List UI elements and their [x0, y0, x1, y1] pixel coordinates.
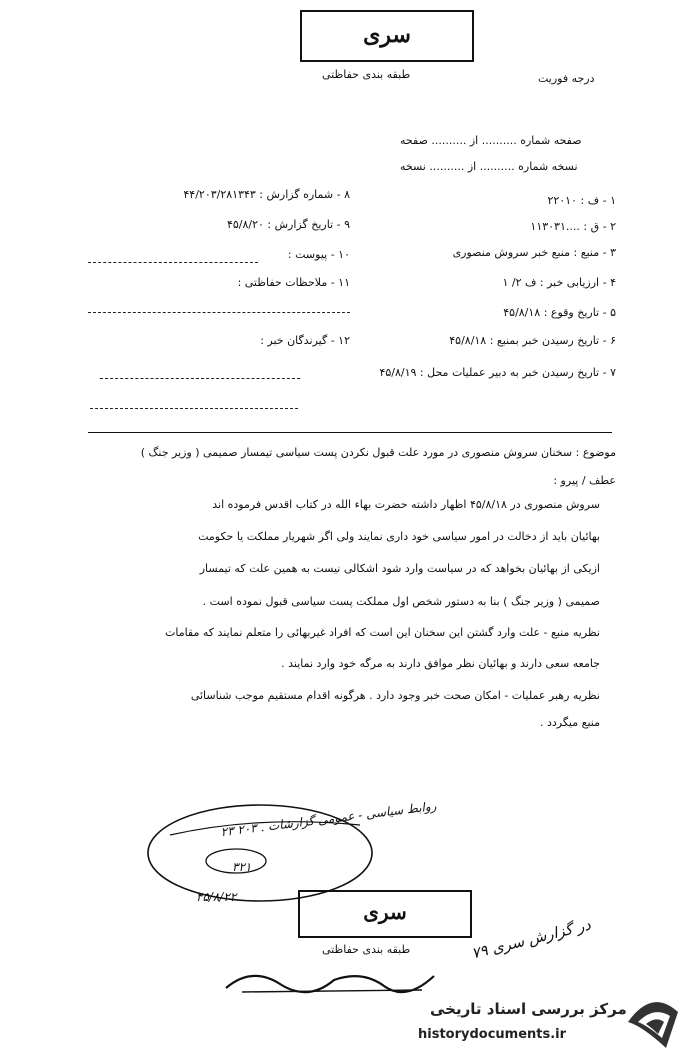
- field-7-label: ۷ - تاریخ رسیدن خبر به دبیر عملیات محل :: [419, 366, 616, 379]
- field-4-value: ف ۲/ ۱: [502, 276, 537, 289]
- body-line: نظریه منبع - علت وارد گشتن این سخنان این است که افراد غیربهائی را متعلم نمایند که مقامات: [164, 626, 600, 639]
- footer-stamp-caption: طبقه بندی حفاظتی: [322, 943, 411, 956]
- classification-caption: طبقه بندی حفاظتی: [322, 68, 411, 81]
- archive-logo-icon: [620, 992, 684, 1052]
- field-6-value: ۴۵/۸/۱۸: [449, 334, 487, 347]
- blank-line: [88, 312, 350, 313]
- blank-line: [100, 378, 300, 379]
- subject-line: [96, 446, 616, 459]
- field-10-label: ۱۰ - پیوست :: [287, 248, 350, 261]
- field-12: [88, 334, 350, 347]
- field-3-value: منبع خبر سروش منصوری: [452, 246, 571, 259]
- classification-stamp-text: سری: [363, 22, 411, 48]
- page-count-line: صفحه شماره .......... از .......... صفحه: [400, 134, 582, 147]
- body-line: نظریه رهبر عملیات - امکان صحت خبر وجود دارد . هرگونه اقدام مستقیم موجب شناسائی: [190, 689, 600, 702]
- field-1: [402, 194, 616, 207]
- handwritten-note: روابط سیاسی - عمومی گزارشات . ۲۰۳ ۲۳: [219, 798, 438, 840]
- copy-count-line: نسخه شماره .......... از .......... نسخه: [400, 160, 578, 173]
- field-3: [402, 246, 616, 259]
- body-line: سروش منصوری در ۴۵/۸/۱۸ اظهار داشته حضرت بهاء الله در کتاب اقدس فرموده اند: [212, 498, 600, 511]
- field-11: [88, 276, 350, 289]
- section-divider: [88, 432, 612, 433]
- signature-scribble: [222, 960, 442, 1000]
- field-2: [402, 220, 616, 233]
- body-line: صمیمی ( وزیر جنگ ) بنا به دستور شخص اول مملکت پست سیاسی قبول نموده است .: [202, 595, 600, 608]
- handwritten-date: ۴۵/۸/۲۲: [196, 890, 237, 904]
- body-line: جامعه سعی دارند و بهائیان نظر موافق دارند به مرگه خود وارد نمایند .: [281, 657, 600, 670]
- field-6-label: ۶ - تاریخ رسیدن خبر بمنبع :: [489, 334, 616, 347]
- field-5-value: ۴۵/۸/۱۸: [503, 306, 541, 319]
- field-8-label: ۸ - شماره گزارش :: [259, 188, 350, 201]
- handwritten-stamp-number: ۳۲۱: [232, 860, 252, 874]
- classification-stamp: [300, 10, 474, 62]
- field-3-label: ۳ - منبع :: [573, 246, 616, 259]
- blank-line: [88, 262, 258, 263]
- field-4-label: ۴ - ارزیابی خبر :: [539, 276, 616, 289]
- watermark-url: historydocuments.ir: [418, 1027, 567, 1042]
- field-5: [402, 306, 616, 319]
- field-5-label: ۵ - تاریخ وقوع :: [543, 306, 616, 319]
- signature-note: در گزارش سری ۷۹: [469, 915, 593, 963]
- field-9-value: ۴۵/۸/۲۰: [226, 218, 264, 231]
- field-7: [312, 366, 616, 379]
- field-11-label: ۱۱ - ملاحظات حفاظتی :: [237, 276, 350, 289]
- footer-stamp-text: سری: [363, 900, 407, 924]
- reference-label: عطف / پیرو :: [553, 474, 616, 487]
- body-line: ازیکی از بهائیان بخواهد که در سیاست وارد شود اشکالی نیست به همین علت که تیمسار: [199, 562, 600, 575]
- field-8: [88, 188, 350, 201]
- body-line: بهائیان باید از دخالت در امور سیاسی خود داری نمایند ولی اگر شهریار مملکت یا حکومت: [198, 530, 600, 543]
- field-12-label: ۱۲ - گیرندگان خبر :: [260, 334, 350, 347]
- field-6: [362, 334, 616, 347]
- footer-classification-stamp: [298, 890, 472, 938]
- field-4: [402, 276, 616, 289]
- field-2-label: ۲ - ق :: [583, 220, 616, 233]
- field-2-value: ....۱۱۳۰۳۱: [530, 220, 580, 233]
- subject-text: سخنان سروش منصوری در مورد علت قبول نکردن پست سیاسی تیمسار صمیمی ( وزیر جنگ ): [140, 446, 573, 459]
- field-9: [88, 218, 350, 231]
- subject-label: موضوع :: [575, 446, 616, 459]
- watermark-title: مرکز بررسی اسناد تاریخی: [430, 1000, 627, 1018]
- field-1-value: ۲۲۰۱۰: [547, 194, 577, 207]
- field-1-label: ۱ - ف :: [580, 194, 616, 207]
- blank-line: [90, 408, 298, 409]
- field-8-value: ۴۴/۲۰۳/۲۸۱۳۴۳: [183, 188, 256, 201]
- field-10: [88, 248, 350, 261]
- field-9-label: ۹ - تاریخ گزارش :: [267, 218, 350, 231]
- body-line: منبع میگردد .: [539, 716, 600, 729]
- priority-label: درجه فوریت: [538, 72, 595, 85]
- field-7-value: ۴۵/۸/۱۹: [379, 366, 417, 379]
